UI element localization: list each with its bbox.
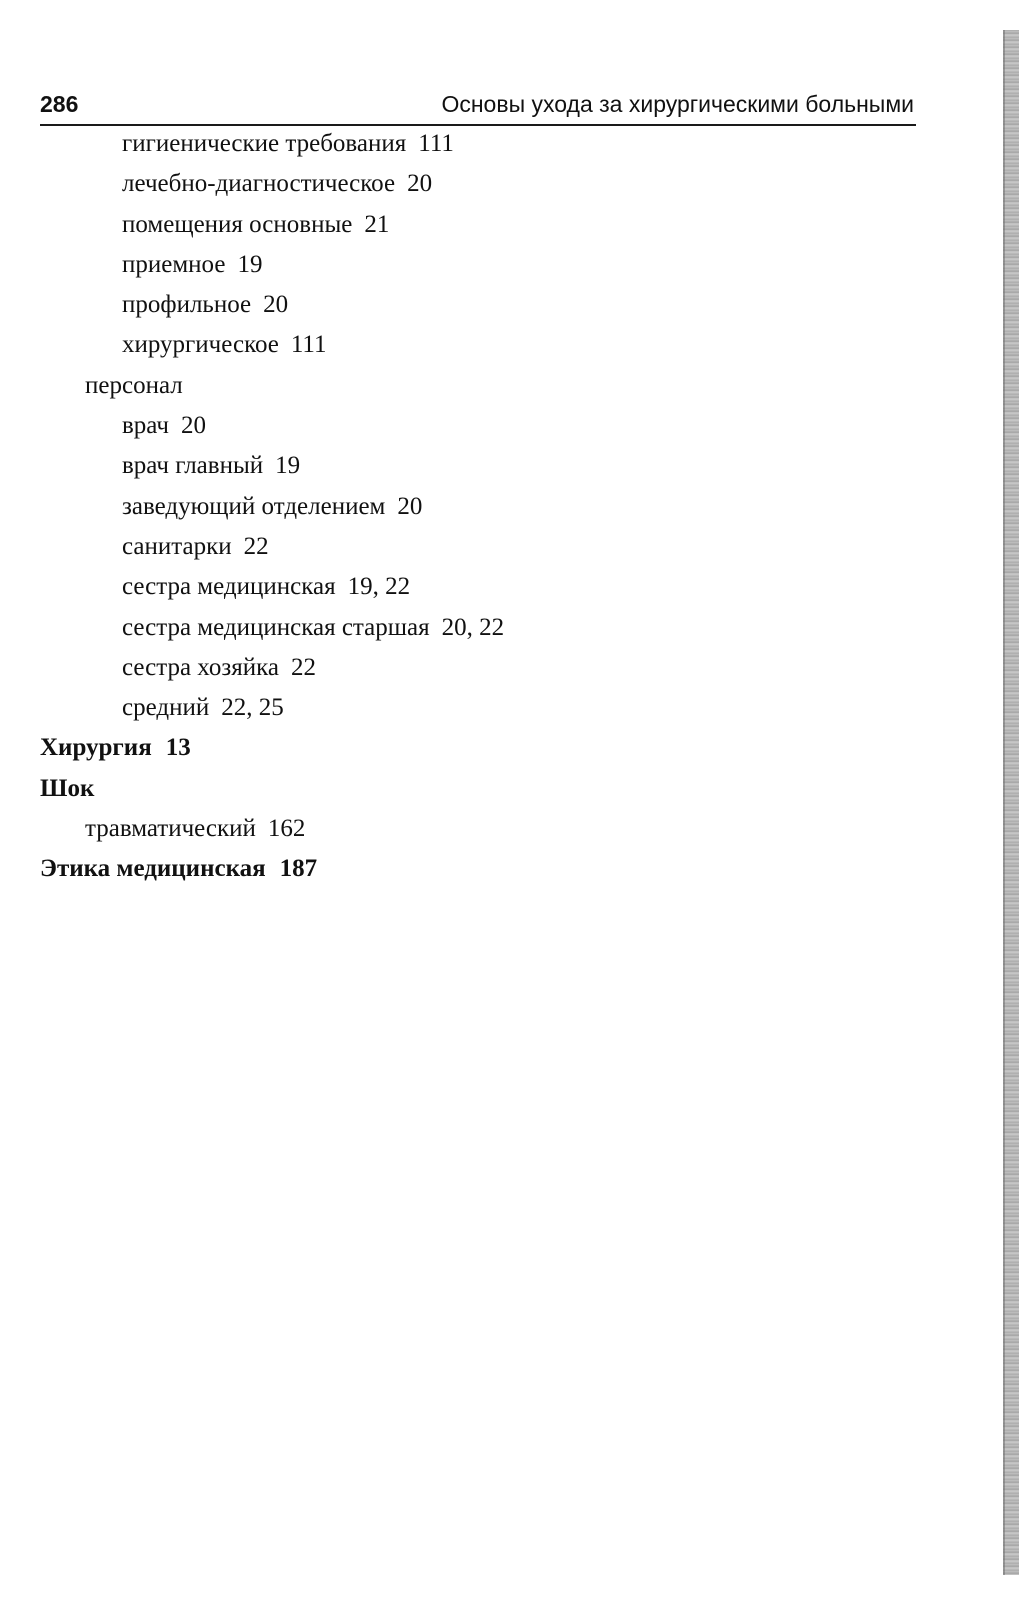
index-term: сестра медицинская старшая [122, 613, 430, 641]
index-term: хирургическое [122, 331, 279, 359]
index-term: санитарки [122, 532, 232, 560]
index-entry [40, 527, 920, 567]
index-page-refs: 19, 22 [347, 573, 411, 601]
index-entry [40, 285, 920, 325]
running-title: Основы ухода за хирургическими больными [441, 91, 914, 117]
index-page-refs: 21 [364, 210, 390, 238]
index-page-refs: 162 [267, 815, 306, 843]
index-entry [40, 245, 920, 285]
index-page-refs: 19 [237, 250, 263, 278]
index-entry [40, 567, 920, 607]
index-page-refs: 22, 25 [221, 694, 284, 722]
page-header [40, 88, 916, 126]
page-number: 286 [40, 91, 79, 117]
index-entry [40, 849, 920, 889]
subject-index [40, 124, 920, 890]
index-entry [40, 406, 920, 446]
index-entry [40, 366, 920, 406]
index-term: травматический [85, 815, 256, 843]
index-page-refs: 19 [275, 452, 301, 480]
index-entry [40, 728, 920, 768]
index-entry [40, 648, 920, 688]
index-term: заведующий отделением [122, 492, 386, 520]
index-term: гигиенические требования [122, 130, 407, 157]
index-entry [40, 809, 920, 849]
index-entry [40, 769, 920, 809]
index-page-refs: 20 [397, 492, 423, 520]
index-term: лечебно-диагностическое [122, 170, 396, 198]
index-page-refs: 20 [263, 291, 289, 319]
scan-edge-shadow [1003, 30, 1019, 1575]
index-entry [40, 205, 920, 245]
index-term: Шок [40, 774, 95, 802]
index-page-refs: 187 [279, 855, 318, 883]
index-term: приемное [122, 250, 226, 278]
index-page-refs: 20 [180, 412, 206, 440]
index-term: врач [122, 412, 169, 440]
index-entry [40, 325, 920, 365]
index-term: врач главный [122, 452, 264, 480]
index-entry [40, 688, 920, 728]
index-entry [40, 446, 920, 486]
index-term: профильное [122, 291, 252, 319]
index-entry [40, 608, 920, 648]
index-term: помещения основные [122, 210, 353, 238]
index-page-refs: 20, 22 [441, 613, 505, 641]
index-page-refs: 13 [165, 734, 191, 762]
index-term: средний [122, 694, 210, 722]
index-term: сестра медицинская [122, 573, 336, 601]
index-entry [40, 164, 920, 204]
scan-edge-line [1003, 30, 1005, 1575]
index-page-refs: 20 [407, 170, 433, 198]
index-page-refs: 111 [418, 130, 454, 157]
index-term: Этика медицинская [40, 855, 266, 883]
index-page-refs: 22 [290, 653, 316, 681]
index-entry [40, 124, 920, 164]
index-page-refs: 111 [290, 331, 327, 359]
index-entry [40, 487, 920, 527]
index-term: персонал [85, 371, 183, 399]
index-term: сестра хозяйка [122, 653, 279, 681]
index-page-refs: 22 [243, 532, 269, 560]
index-term: Хирургия [40, 734, 152, 762]
